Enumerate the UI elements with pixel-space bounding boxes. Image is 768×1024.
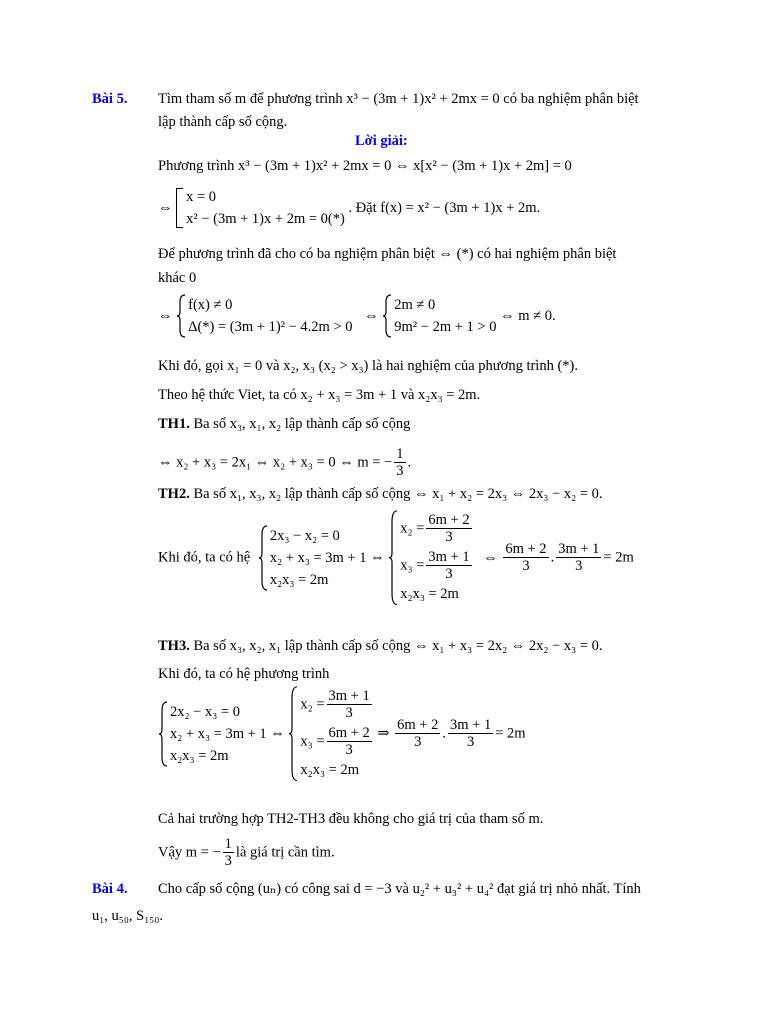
bai5-problem-line1: Tìm tham số m để phương trình x³ − (3m + 1)x² + 2mx = 0 có ba nghiệm phân biệt [158, 91, 639, 107]
equation-factorization: Phương trình x³ − (3m + 1)x² + 2mx = 0 ⇔ x[x² − (3m + 1)x + 2m] = 0 [158, 158, 572, 174]
roots-statement: Khi đó, gọi x₁ = 0 và x₂, x₃ (x₂ > x₃) là hai nghiệm của phương trình (*). [158, 358, 578, 374]
define-f: . Đặt f(x) = x² − (3m + 1)x + 2m. [348, 200, 541, 216]
bai4-problem-line1: Cho cấp số cộng (uₙ) có công sai d = −3 và u₂² + u₃² + u₄² đạt giá trị nhỏ nhất. Tính [158, 881, 641, 897]
th2-system: Khi đó, ta có hệ 2x₃ − x₂ = 0 x₂ + x₃ = 3m + 1 x₂x₃ = 2m ⇔ x₂ = $\frac{6m + 2}{3}$ x₃ = $\frac{3m + 1}{3}$ x₂x₃ = 2m ⇔ $\frac{6m + 2}{3}$ . $\frac{3m + 1}{3}$ = 2m [158, 510, 634, 605]
condition-line1: Để phương trình đã cho có ba nghiệm phân biệt ⇔ (*) có hai nghiệm phân biệt [158, 246, 617, 262]
th3-system: 2x₂ − x₃ = 0 x₂ + x₃ = 3m + 1 x₂x₃ = 2m ⇔ x₂ = $\frac{3m + 1}{3}$ x₃ = $\frac{6m + 2}{3}$ x₂x₃ = 2m ⇒ $\frac{6m + 2}{3}$ . $\frac{3m + 1}{3}$ = 2m [158, 686, 526, 781]
condition-line2: khác 0 [158, 270, 197, 286]
system-conditions: ⇔ f(x) ≠ 0 Δ(*) = (3m + 1)² − 4.2m > 0 ⇔ 2m ≠ 0 9m² − 2m + 1 > 0 ⇔ m ≠ 0. [158, 297, 556, 335]
bai4-label: Bài 4. [92, 881, 128, 897]
th1-heading: TH1. Ba số x₃, x₁, x₂ lập thành cấp số cộng [158, 416, 411, 432]
th2-heading: TH2. Ba số x₁, x₃, x₂ lập thành cấp số cộng ⇔ x₁ + x₂ = 2x₃ ⇔ 2x₃ − x₂ = 0. [158, 486, 603, 502]
bai5-label: Bài 5. [92, 91, 128, 107]
th1-equation: ⇔ x₂ + x₃ = 2x₁ ⇔ x₂ + x₃ = 0 ⇔ m = − $\frac{1}{3}$ . [158, 446, 412, 479]
solution-title: Lời giải: [355, 133, 408, 149]
bai5-problem-line2: lập thành cấp số cộng. [158, 114, 288, 130]
viet-statement: Theo hệ thức Viet, ta có x₂ + x₃ = 3m + 1 và x₂x₃ = 2m. [158, 387, 481, 403]
system-bracket-1: ⇔ x = 0 x² − (3m + 1)x + 2m = 0(*) . Đặt f(x) = x² − (3m + 1)x + 2m. [158, 189, 541, 227]
conclusion: Vậy m = − $\frac{1}{3}$ là giá trị cần tìm. [158, 836, 335, 869]
th3-heading: TH3. Ba số x₃, x₂, x₁ lập thành cấp số cộng ⇔ x₁ + x₃ = 2x₂ ⇔ 2x₂ − x₃ = 0. [158, 638, 603, 654]
both-cases-statement: Cả hai trường hợp TH2-TH3 đều không cho giá trị của tham số m. [158, 811, 544, 827]
th3-khido: Khi đó, ta có hệ phương trình [158, 666, 330, 682]
bai4-problem-line2: u₁, u₅₀, S₁₅₀. [92, 908, 164, 924]
